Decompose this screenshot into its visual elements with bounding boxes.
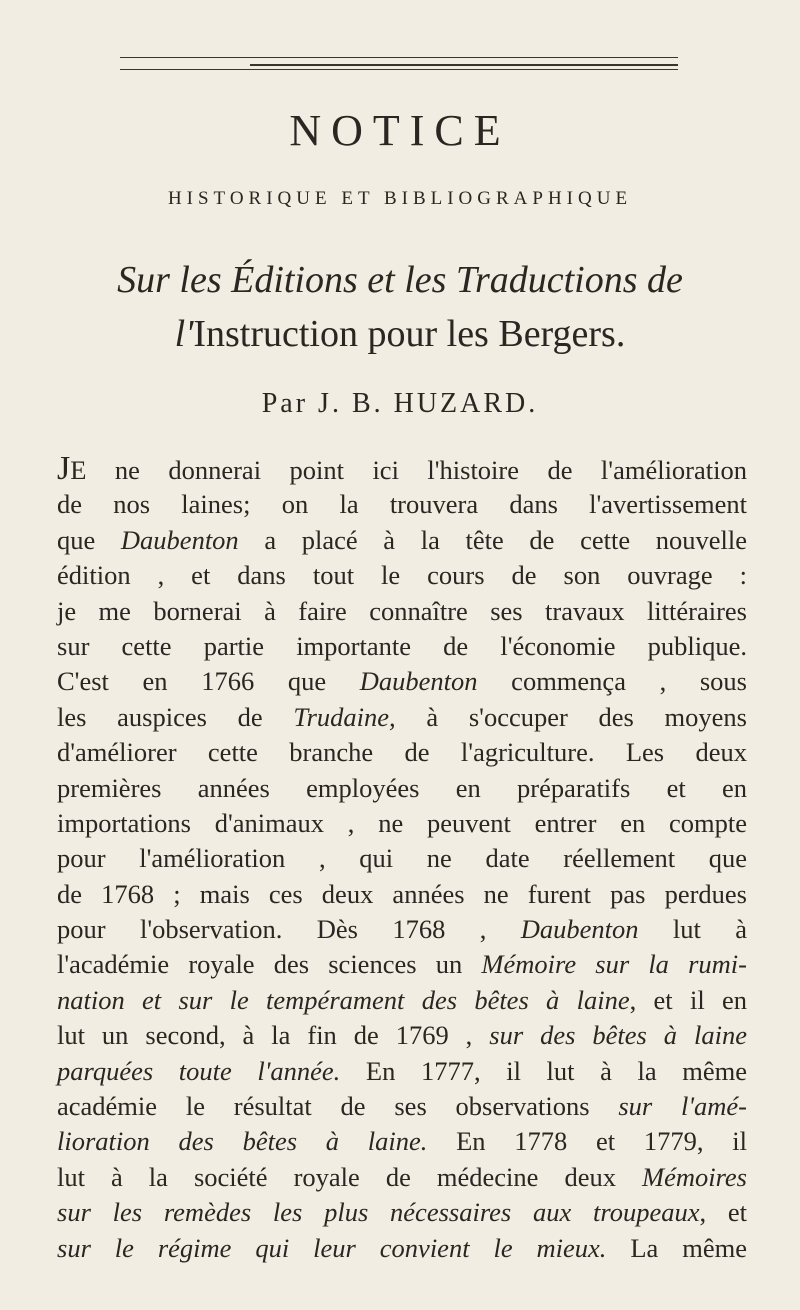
body-line — [57, 1231, 747, 1266]
body-line — [57, 700, 747, 735]
top-rule-thick — [250, 64, 678, 66]
body-text-segment: a placé à la tête de cette nouvelle — [238, 524, 747, 555]
body-text-segment: , et il en — [629, 984, 747, 1015]
italic-text: nation et sur le tempérament des bêtes à laine — [57, 984, 630, 1015]
body-line — [57, 487, 747, 522]
body-text-segment: pour l'amélioration , qui ne date réellement que — [57, 843, 747, 874]
body-line — [57, 877, 747, 912]
body-line — [57, 1160, 747, 1195]
italic-text: Daubenton — [359, 666, 478, 697]
body-text-segment: les auspices de — [57, 701, 294, 732]
body-text-segment: sur cette partie importante de l'économie publique. — [57, 630, 747, 661]
body-text-segment: lut un second, à la fin de 1769 , — [57, 1020, 490, 1051]
heading-line-1 — [0, 253, 800, 307]
body-text-segment: pour l'observation. Dès 1768 , — [57, 914, 521, 945]
top-rule — [120, 57, 678, 58]
heading-line-1-text: Sur les Éditions et les Traductions de — [117, 259, 683, 301]
body-line — [57, 947, 747, 982]
body-text-segment: d'améliorer cette branche de l'agriculture. Les deux — [57, 737, 747, 768]
body-line — [57, 841, 747, 876]
heading-line-2-text: Instruction pour les Bergers. — [193, 313, 626, 355]
body-text-segment: que — [57, 524, 121, 555]
body-line — [57, 594, 747, 629]
body-line — [57, 983, 747, 1018]
body-text-segment: commença , sous — [477, 666, 747, 697]
body-text-segment: En 1777, il lut à la même — [340, 1055, 747, 1086]
drop-cap: J — [57, 450, 71, 487]
body-line — [57, 1089, 747, 1124]
body-line — [57, 806, 747, 841]
body-line — [57, 523, 747, 558]
body-text-segment: C'est en 1766 que — [57, 666, 360, 697]
author-line: Par J. B. HUZARD. — [261, 388, 539, 419]
italic-text: Mémoire sur la rumi- — [481, 949, 747, 980]
body-text-segment: , et — [699, 1197, 747, 1228]
body-line — [57, 629, 747, 664]
body-text-segment: édition , et dans tout le cours de son ouvrage : — [57, 560, 747, 591]
body-line — [57, 1195, 747, 1230]
body-text-segment: En 1778 et 1779, il — [427, 1126, 747, 1157]
body-text-segment: importations d'animaux , ne peuvent entrer en compte — [57, 807, 747, 838]
body-text-segment: académie le résultat de ses observations — [57, 1091, 619, 1122]
italic-text: sur le régime qui leur convient le mieux. — [57, 1232, 607, 1263]
body-text — [57, 452, 747, 1266]
body-line — [57, 912, 747, 947]
body-line — [57, 1018, 747, 1053]
body-text-segment: lut à — [638, 914, 748, 945]
body-line — [57, 771, 747, 806]
body-text-segment: La même — [606, 1232, 747, 1263]
italic-text: sur les remèdes les plus nécessaires aux troupeaux — [57, 1197, 700, 1228]
italic-text: Daubenton — [120, 524, 239, 555]
body-text-segment: je me bornerai à faire connaître ses travaux littéraires — [57, 595, 747, 626]
body-text-segment: E ne donnerai point ici l'histoire de l'amélioration — [70, 455, 747, 485]
italic-text: parquées toute l'année. — [57, 1055, 341, 1086]
italic-text: sur des bêtes à laine — [489, 1020, 747, 1051]
italic-text: Mémoires — [642, 1161, 747, 1192]
body-line — [57, 664, 747, 699]
body-line — [57, 1054, 747, 1089]
body-text-segment: premières années employées en préparatifs et en — [57, 772, 747, 803]
body-text-segment: à s'occuper des moyens — [395, 701, 747, 732]
page-subtitle: HISTORIQUE ET BIBLIOGRAPHIQUE — [167, 188, 633, 209]
italic-text: Daubenton — [520, 914, 639, 945]
body-text-segment: de nos laines; on la trouvera dans l'avertissement — [57, 489, 747, 520]
body-text-segment: de 1768 ; mais ces deux années ne furent pas perdues — [57, 878, 747, 909]
body-line — [57, 1124, 747, 1159]
body-line — [57, 558, 747, 593]
body-text-segment: lut à la société royale de médecine deux — [57, 1161, 642, 1192]
body-line — [57, 735, 747, 770]
top-rule-bottom — [120, 69, 678, 70]
page-title: NOTICE — [289, 106, 511, 155]
italic-text: Trudaine, — [293, 701, 396, 732]
page-heading-lines — [0, 253, 800, 361]
heading-line-2 — [0, 307, 800, 361]
body-text-segment: l'académie royale des sciences un — [57, 949, 482, 980]
italic-text: sur l'amé- — [618, 1091, 747, 1122]
italic-text: lioration des bêtes à laine. — [57, 1126, 428, 1157]
heading-line-2-article: l' — [174, 313, 194, 355]
body-line — [57, 452, 747, 487]
